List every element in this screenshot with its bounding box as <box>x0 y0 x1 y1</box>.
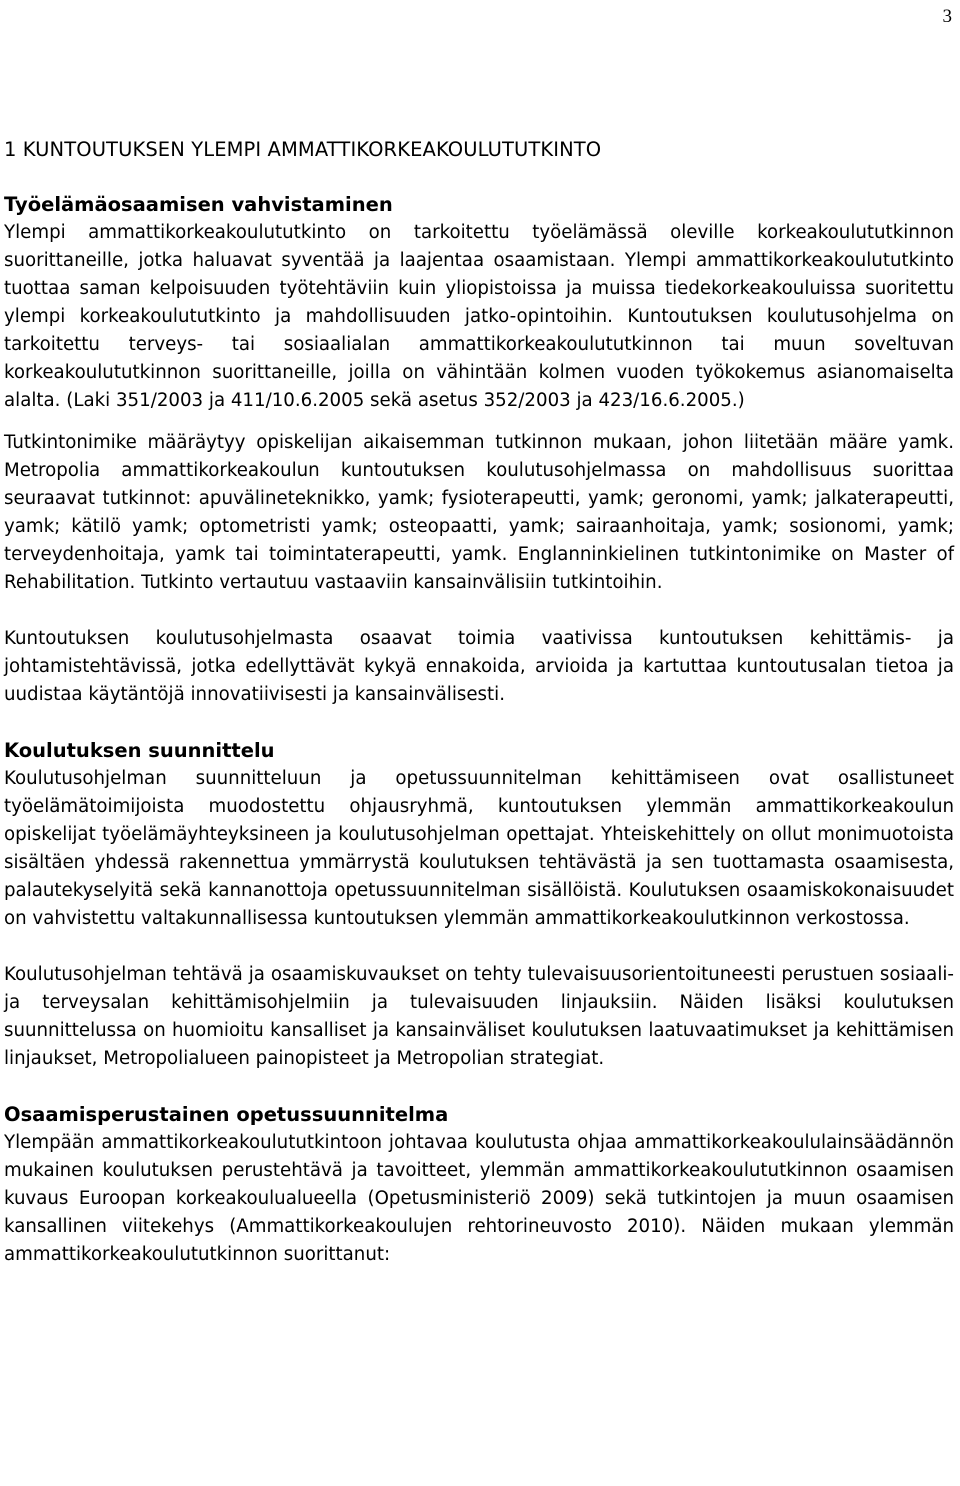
paragraph: Ylempään ammattikorkeakoulututkintoon johtavaa koulutusta ohjaa ammattikorkeakoululainsäädännön mukainen koulutuksen perustehtävä ja tavoitteet, ylemmän ammattikorkeakoulututkinnon osaamisen kuvaus Euroopan korkeakoulualueella (Opetusministeriö 2009) sekä tutkintojen ja muun osaamisen kansallinen viitekehys (Ammattikorkeakoulujen rehtorineuvosto 2010). Näiden mukaan ylemmän ammattikorkeakoulututkinnon suorittanut: <box>4 1132 954 1265</box>
section-heading-koulutuksen-suunnittelu: Koulutuksen suunnittelu <box>4 739 275 762</box>
paragraph: Kuntoutuksen koulutusohjelmasta osaavat toimia vaativissa kuntoutuksen kehittämis- ja johtamistehtävissä, jotka edellyttävät kykyä ennakoida, arvioida ja kartuttaa kuntoutusalan tietoa ja uudistaa käytäntöjä innovatiivisesti ja kansainvälisesti. <box>4 628 954 705</box>
paragraph: Tutkintonimike määräytyy opiskelijan aikaisemman tutkinnon mukaan, johon liitetään määre yamk. Metropolia ammattikorkeakoulun kuntoutuksen koulutusohjelmassa on mahdollisuus suorittaa seuraavat tutkinnot: apuvälineteknikko, yamk; fysioterapeutti, yamk; geronomi, yamk; jalkaterapeutti, yamk; kätilö yamk; optometristi yamk; osteopaatti, yamk; sairaanhoitaja, yamk; sosionomi, yamk; terveydenhoitaja, yamk tai toimintaterapeutti, yamk. Englanninkielinen tutkintonimike on Master of Rehabilitation. Tutkinto vertautuu vastaaviin kansainvälisiin tutkintoihin. <box>4 432 954 593</box>
document-body <box>4 138 954 1269</box>
chapter-title: 1 KUNTOUTUKSEN YLEMPI AMMATTIKORKEAKOULUTUTKINTO <box>4 138 602 161</box>
page-number: 3 <box>942 6 952 27</box>
section-heading-tyoelamaosaaminen: Työelämäosaamisen vahvistaminen <box>4 193 393 216</box>
paragraph: Koulutusohjelman tehtävä ja osaamiskuvaukset on tehty tulevaisuusorientoituneesti perustuen sosiaali- ja terveysalan kehittämisohjelmiin ja tulevaisuuden linjauksiin. Näiden lisäksi koulutuksen suunnittelussa on huomioitu kansalliset ja kansainväliset koulutuksen laatuvaatimukset ja kehittämisen linjaukset, Metropolialueen painopisteet ja Metropolian strategiat. <box>4 964 954 1069</box>
paragraph: Koulutusohjelman suunnitteluun ja opetussuunnitelman kehittämiseen ovat osallistuneet työelämätoimijoista muodostettu ohjausryhmä, kuntoutuksen ylemmän ammattikorkeakoulun opiskelijat työelämäyhteyksineen ja koulutusohjelman opettajat. Yhteiskehittely on ollut monimuotoista sisältäen yhdessä rakennettua ymmärrystä koulutuksen tehtävästä ja sen tuottamasta osaamisesta, palautekyselyitä sekä kannanottoja opetussuunnitelman sisällöistä. Koulutuksen osaamiskokonaisuudet on vahvistettu valtakunnallisessa kuntoutuksen ylemmän ammattikorkeakoulutkinnon verkostossa. <box>4 768 954 929</box>
paragraph: Ylempi ammattikorkeakoulututkinto on tarkoitettu työelämässä oleville korkeakoulututkinnon suorittaneille, jotka haluavat syventää ja laajentaa osaamistaan. Ylempi ammattikorkeakoulututkinto tuottaa saman kelpoisuuden työtehtäviin kuin yliopistoissa ja muissa tiedekorkeakouluissa suoritettu ylempi korkeakoulututkinto ja mahdollisuuden jatko-opintoihin. Kuntoutuksen koulutusohjelma on tarkoitettu terveys- tai sosiaalialan ammattikorkeakoulututkinnon tai muun soveltuvan korkeakoulututkinnon suorittaneille, joilla on vähintään kolmen vuoden työkokemus asianomaiselta alalta. (Laki 351/2003 ja 411/10.6.2005 sekä asetus 352/2003 ja 423/16.6.2005.) <box>4 222 954 411</box>
section-heading-osaamisperustainen: Osaamisperustainen opetussuunnitelma <box>4 1103 449 1126</box>
